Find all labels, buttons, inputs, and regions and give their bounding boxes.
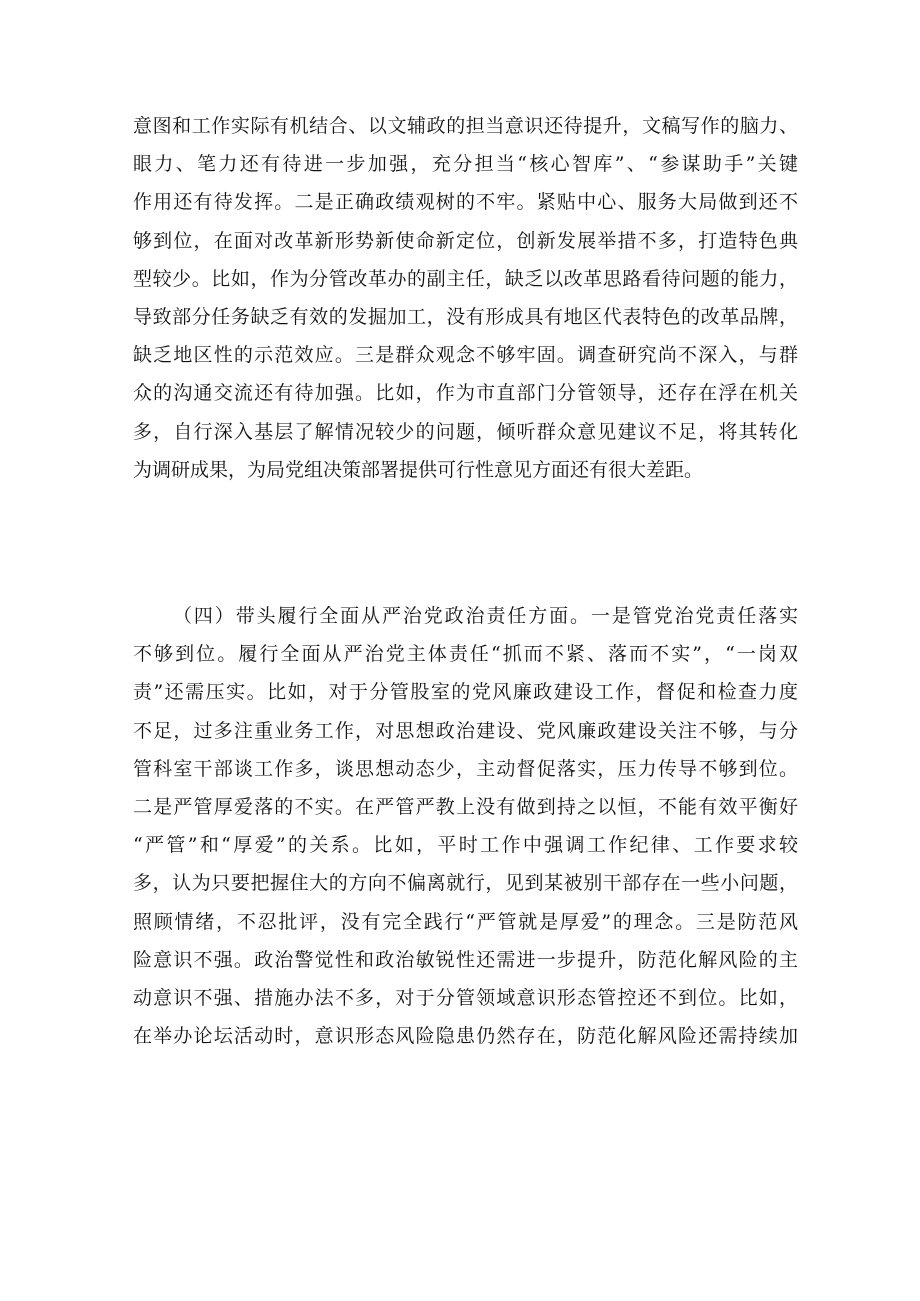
text-line: 不够到位。履行全面从严治党主体责任“抓而不紧、落而不实”，“一岗双 <box>133 643 798 665</box>
text-line: 众的沟通交流还有待加强。比如，作为市直部门分管领导，还存在浮在机关 <box>133 382 798 404</box>
text-line: 型较少。比如，作为分管改革办的副主任，缺乏以改革思路看待问题的能力， <box>133 268 798 290</box>
text-line: 缺乏地区性的示范效应。三是群众观念不够牢固。调查研究尚不深入，与群 <box>133 344 798 366</box>
text-line: 意图和工作实际有机结合、以文辅政的担当意识还待提升，文稿写作的脑力、 <box>133 115 798 137</box>
text-line: 管科室干部谈工作多，谈思想动态少，主动督促落实，压力传导不够到位。 <box>133 758 798 780</box>
text-line: 多，认为只要把握住大的方向不偏离就行，见到某被别干部存在一些小问题， <box>133 872 798 894</box>
text-line: 眼力、笔力还有待进一步加强，充分担当“核心智库”、“参谋助手”关键 <box>133 153 798 175</box>
text-line: 二是严管厚爱落的不实。在严管严教上没有做到持之以恒，不能有效平衡好 <box>133 796 798 818</box>
text-line: 够到位，在面对改革新形势新使命新定位，创新发展举措不多，打造特色典 <box>133 230 798 252</box>
text-line: 为调研成果，为局党组决策部署提供可行性意见方面还有很大差距。 <box>133 459 704 481</box>
text-line: 在举办论坛活动时，意识形态风险隐患仍然存在，防范化解风险还需持续加 <box>133 1025 798 1047</box>
text-line: “严管”和“厚爱”的关系。比如，平时工作中强调工作纪律、工作要求较 <box>133 834 798 856</box>
text-line: 照顾情绪，不忍批评，没有完全践行“严管就是厚爱”的理念。三是防范风 <box>133 911 798 933</box>
text-line: 责”还需压实。比如，对于分管股室的党风廉政建设工作，督促和检查力度 <box>133 681 798 703</box>
text-line: 多，自行深入基层了解情况较少的问题，倾听群众意见建议不足，将其转化 <box>133 421 798 443</box>
text-line: 动意识不强、措施办法不多，对于分管领域意识形态管控还不到位。比如， <box>133 987 798 1009</box>
text-line: 作用还有待发挥。二是正确政绩观树的不牢。紧贴中心、服务大局做到还不 <box>133 191 798 213</box>
text-line: 不足，过多注重业务工作，对思想政治建设、党风廉政建设关注不够，与分 <box>133 720 798 742</box>
text-line: 险意识不强。政治警觉性和政治敏锐性还需进一步提升，防范化解风险的主 <box>133 949 798 971</box>
text-line: 导致部分任务缺乏有效的发掘加工，没有形成具有地区代表特色的改革品牌， <box>133 306 798 328</box>
text-line: （四）带头履行全面从严治党政治责任方面。一是管党治党责任落实 <box>173 605 798 627</box>
